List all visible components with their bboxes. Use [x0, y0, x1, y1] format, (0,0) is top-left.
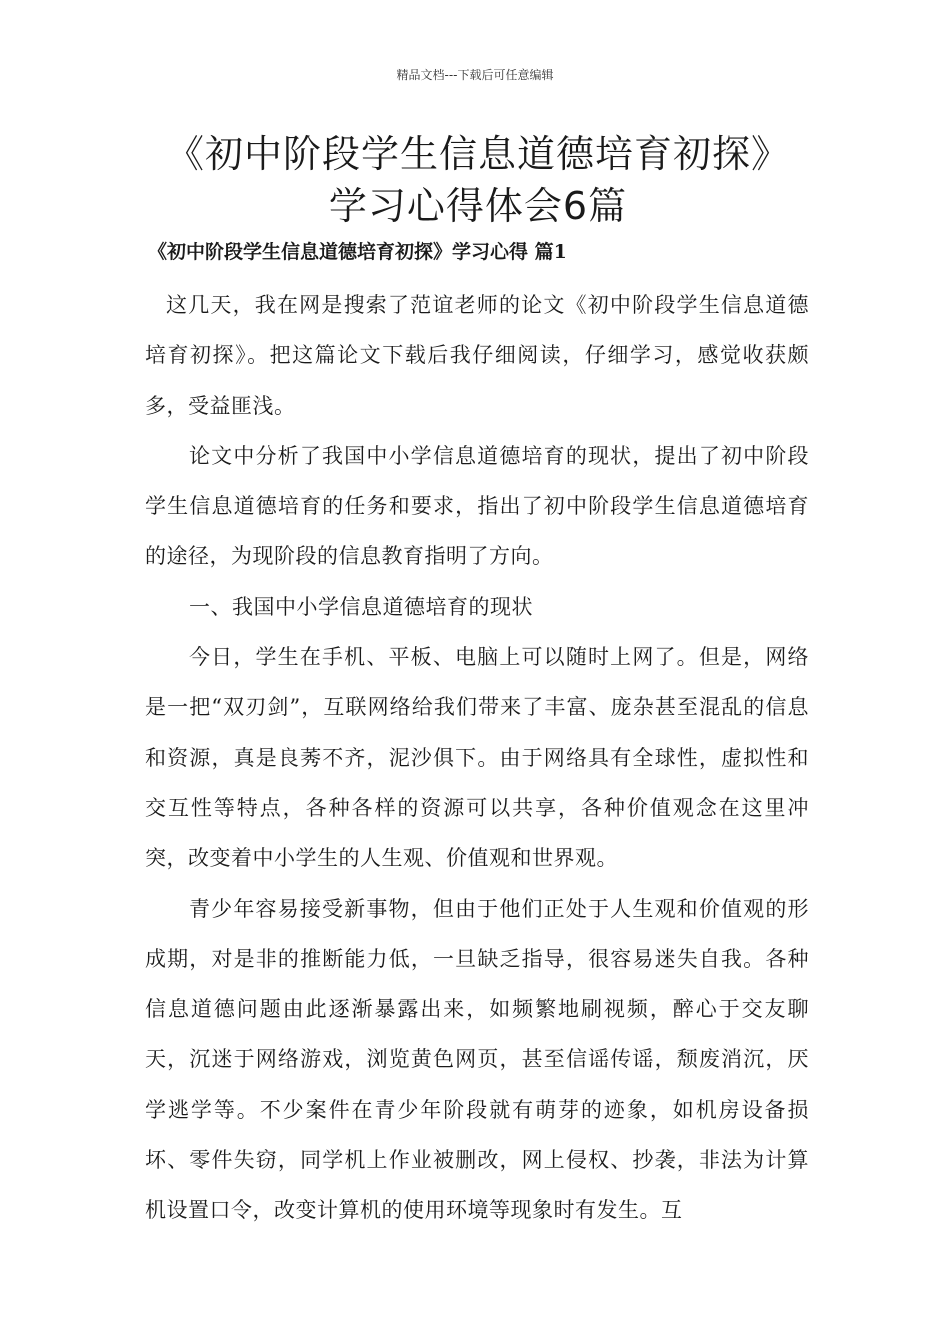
- paragraph-4: 青少年容易接受新事物，但由于他们正处于人生观和价值观的形成期，对是非的推断能力低，一旦缺乏指导，很容易迷失自我。各种信息道德问题由此逐渐暴露出来，如频繁地刷视频，醉心于交友聊天，沉迷于网络游戏，浏览黄色网页，甚至信谣传谣，颓废消沉，厌学逃学等。不少案件在青少年阶段就有萌芽的迹象，如机房设备损坏、零件失窃，同学机上作业被删改，网上侵权、抄袭，非法为计算机设置口令，改变计算机的使用环境等现象时有发生。互: [145, 896, 809, 1223]
- paragraph-2: 论文中分析了我国中小学信息道德培育的现状，提出了初中阶段学生信息道德培育的任务和要求，指出了初中阶段学生信息道德培育的途径，为现阶段的信息教育指明了方向。: [145, 443, 809, 569]
- header-note: 精品文档---下载后可任意编辑: [396, 68, 554, 82]
- document-title: 《初中阶段学生信息道德培育初探》学习心得体会6篇: [165, 132, 790, 228]
- section-heading-1: 一、我国中小学信息道德培育的现状: [189, 594, 533, 619]
- paragraph-1: 这几天，我在网是搜索了范谊老师的论文《初中阶段学生信息道德培育初探》。把这篇论文下载后我仔细阅读，仔细学习，感觉收获颇多，受益匪浅。: [145, 293, 809, 418]
- document-body: [145, 280, 809, 1236]
- section-subtitle: 《初中阶段学生信息道德培育初探》学习心得 篇1: [148, 241, 567, 263]
- paragraph-3: 今日，学生在手机、平板、电脑上可以随时上网了。但是，网络是一把“双刃剑”，互联网络给我们带来了丰富、庞杂甚至混乱的信息和资源，真是良莠不齐，泥沙俱下。由于网络具有全球性，虚拟性和交互性等特点，各种各样的资源可以共享，各种价值观念在这里冲突，改变着中小学生的人生观、价值观和世界观。: [145, 645, 809, 871]
